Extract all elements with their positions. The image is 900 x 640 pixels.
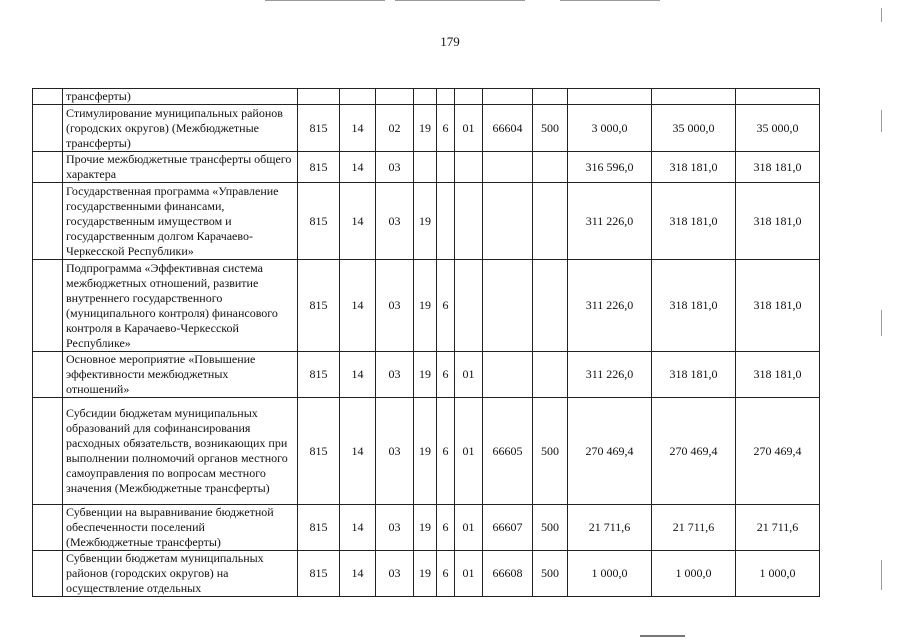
program-code: 19 (414, 260, 437, 352)
row-marker-cell (33, 260, 63, 352)
scan-line-top (265, 0, 385, 1)
subprogram-code: 6 (437, 105, 455, 152)
program-code: 19 (414, 352, 437, 398)
scan-line-top (560, 0, 660, 1)
row-marker-cell (33, 551, 63, 597)
scan-line-edge (881, 8, 882, 22)
table-row (33, 152, 820, 183)
row-marker-cell (33, 183, 63, 260)
amount-year-3: 318 181,0 (736, 352, 820, 398)
table-row (33, 183, 820, 260)
vr-code: 500 (533, 398, 568, 505)
rz-code (340, 89, 376, 105)
subprogram-code: 6 (437, 505, 455, 551)
row-marker-cell (33, 505, 63, 551)
row-marker-cell (33, 152, 63, 183)
amount-year-2: 318 181,0 (652, 260, 736, 352)
vr-code: 500 (533, 505, 568, 551)
scan-line-edge (881, 110, 882, 132)
program-code: 19 (414, 551, 437, 597)
rz-code: 14 (340, 260, 376, 352)
item-name: Стимулирование муниципальных районов (городских округов) (Межбюджетные трансферты) (63, 105, 298, 152)
item-name: Прочие межбюджетные трансферты общего характера (63, 152, 298, 183)
program-code: 19 (414, 505, 437, 551)
table-row (33, 398, 820, 505)
vr-code: 500 (533, 105, 568, 152)
amount-year-3: 318 181,0 (736, 152, 820, 183)
subprogram-code: 6 (437, 398, 455, 505)
program-code: 19 (414, 183, 437, 260)
subprogram-code (437, 152, 455, 183)
row-marker-cell (33, 105, 63, 152)
subprogram-code: 6 (437, 551, 455, 597)
amount-year-2: 270 469,4 (652, 398, 736, 505)
vr-code (533, 152, 568, 183)
pr-code: 03 (376, 352, 414, 398)
amount-year-3: 318 181,0 (736, 260, 820, 352)
page-number: 179 (440, 34, 460, 49)
direction-code (483, 152, 533, 183)
activity-code: 01 (455, 105, 483, 152)
amount-year-1: 311 226,0 (568, 352, 652, 398)
amount-year-3: 21 711,6 (736, 505, 820, 551)
program-code (414, 152, 437, 183)
rz-code: 14 (340, 105, 376, 152)
pr-code: 03 (376, 551, 414, 597)
activity-code (455, 89, 483, 105)
vr-code: 500 (533, 551, 568, 597)
gr-code: 815 (298, 152, 340, 183)
amount-year-1: 316 596,0 (568, 152, 652, 183)
row-marker-cell (33, 398, 63, 505)
rz-code: 14 (340, 551, 376, 597)
pr-code: 03 (376, 183, 414, 260)
vr-code (533, 260, 568, 352)
item-name: Субвенции на выравнивание бюджетной обеспеченности поселений (Межбюджетные трансферты) (63, 505, 298, 551)
scan-line-edge (881, 310, 882, 336)
amount-year-2: 318 181,0 (652, 352, 736, 398)
table-body (33, 89, 820, 597)
pr-code: 03 (376, 152, 414, 183)
amount-year-1: 270 469,4 (568, 398, 652, 505)
amount-year-1: 3 000,0 (568, 105, 652, 152)
rz-code: 14 (340, 152, 376, 183)
activity-code: 01 (455, 551, 483, 597)
table-row (33, 105, 820, 152)
direction-code (483, 89, 533, 105)
item-name: Государственная программа «Управление государственными финансами, государственным имуществом и государственным долгом Карачаево-Черкесской Республики» (63, 183, 298, 260)
amount-year-1: 1 000,0 (568, 551, 652, 597)
direction-code: 66608 (483, 551, 533, 597)
gr-code (298, 89, 340, 105)
program-code (414, 89, 437, 105)
rz-code: 14 (340, 398, 376, 505)
direction-code: 66604 (483, 105, 533, 152)
gr-code: 815 (298, 183, 340, 260)
amount-year-1: 311 226,0 (568, 183, 652, 260)
amount-year-2 (652, 89, 736, 105)
direction-code: 66607 (483, 505, 533, 551)
amount-year-3: 270 469,4 (736, 398, 820, 505)
row-marker-cell (33, 352, 63, 398)
activity-code: 01 (455, 352, 483, 398)
amount-year-2: 318 181,0 (652, 152, 736, 183)
amount-year-2: 1 000,0 (652, 551, 736, 597)
activity-code (455, 260, 483, 352)
amount-year-1 (568, 89, 652, 105)
item-name: трансферты) (63, 89, 298, 105)
activity-code: 01 (455, 505, 483, 551)
gr-code: 815 (298, 398, 340, 505)
amount-year-3: 318 181,0 (736, 183, 820, 260)
gr-code: 815 (298, 505, 340, 551)
item-name: Субсидии бюджетам муниципальных образований для софинансирования расходных обязательств, возникающих при выполнении полномочий органов местного самоуправления по вопросам местного значения (Межбюджетные трансферты) (63, 398, 298, 505)
amount-year-3: 35 000,0 (736, 105, 820, 152)
pr-code: 03 (376, 260, 414, 352)
amount-year-3: 1 000,0 (736, 551, 820, 597)
scan-line-edge (881, 560, 882, 590)
pr-code: 02 (376, 105, 414, 152)
table-row (33, 551, 820, 597)
amount-year-2: 21 711,6 (652, 505, 736, 551)
gr-code: 815 (298, 551, 340, 597)
subprogram-code: 6 (437, 352, 455, 398)
amount-year-3 (736, 89, 820, 105)
direction-code: 66605 (483, 398, 533, 505)
table-row (33, 89, 820, 105)
table-row (33, 505, 820, 551)
gr-code: 815 (298, 260, 340, 352)
pr-code (376, 89, 414, 105)
direction-code (483, 352, 533, 398)
rz-code: 14 (340, 183, 376, 260)
scan-line-top (395, 0, 525, 1)
gr-code: 815 (298, 352, 340, 398)
direction-code (483, 183, 533, 260)
rz-code: 14 (340, 505, 376, 551)
subprogram-code: 6 (437, 260, 455, 352)
gr-code: 815 (298, 105, 340, 152)
program-code: 19 (414, 398, 437, 505)
pr-code: 03 (376, 505, 414, 551)
activity-code: 01 (455, 398, 483, 505)
scan-line-bottom (640, 635, 685, 637)
amount-year-1: 21 711,6 (568, 505, 652, 551)
table-row (33, 352, 820, 398)
activity-code (455, 183, 483, 260)
table-row (33, 260, 820, 352)
amount-year-2: 35 000,0 (652, 105, 736, 152)
program-code: 19 (414, 105, 437, 152)
vr-code (533, 89, 568, 105)
budget-table (32, 88, 820, 597)
item-name: Основное мероприятие «Повышение эффективности межбюджетных отношений» (63, 352, 298, 398)
direction-code (483, 260, 533, 352)
amount-year-1: 311 226,0 (568, 260, 652, 352)
item-name: Субвенции бюджетам муниципальных районов (городских округов) на осуществление отдельных (63, 551, 298, 597)
vr-code (533, 352, 568, 398)
row-marker-cell (33, 89, 63, 105)
amount-year-2: 318 181,0 (652, 183, 736, 260)
pr-code: 03 (376, 398, 414, 505)
rz-code: 14 (340, 352, 376, 398)
vr-code (533, 183, 568, 260)
activity-code (455, 152, 483, 183)
subprogram-code (437, 89, 455, 105)
subprogram-code (437, 183, 455, 260)
item-name: Подпрограмма «Эффективная система межбюджетных отношений, развитие внутреннего государственного (муниципального контроля) финансового контроля в Карачаево-Черкесской Республике» (63, 260, 298, 352)
